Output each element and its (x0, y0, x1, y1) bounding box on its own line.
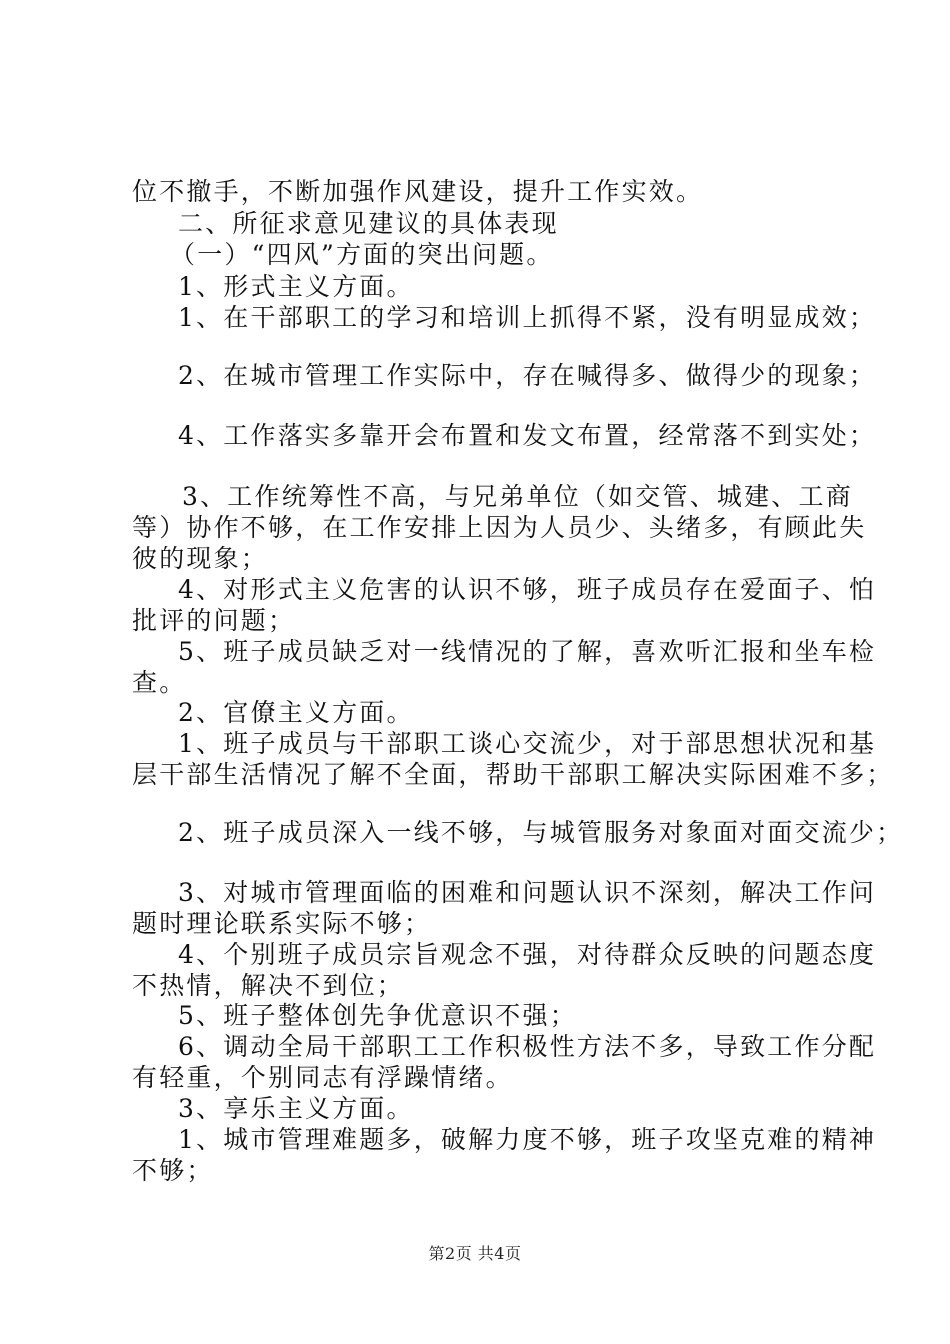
text-line: 4、对形式主义危害的认识不够，班子成员存在爱面子、怕 (178, 575, 877, 604)
text-line: 4、工作落实多靠开会布置和发文布置，经常落不到实处； (178, 421, 877, 450)
text-line: 2、班子成员深入一线不够，与城管服务对象面对面交流少； (178, 818, 904, 847)
text-line: 4、个别班子成员宗旨观念不强，对待群众反映的问题态度 (178, 940, 877, 969)
text-line: 批评的问题； (132, 606, 296, 635)
category-heading: 3、享乐主义方面。 (178, 1094, 414, 1123)
text-line: 5、班子成员缺乏对一线情况的了解，喜欢听汇报和坐车检 (178, 637, 877, 666)
text-line: 彼的现象； (132, 544, 269, 573)
text-line: 5、班子整体创先争优意识不强； (178, 1001, 577, 1030)
text-line: 等）协作不够，在工作安排上因为人员少、头绪多，有顾此失 (132, 513, 867, 542)
category-heading: 1、形式主义方面。 (178, 272, 414, 301)
text-line: 位不撤手，不断加强作风建设，提升工作实效。 (132, 177, 704, 206)
text-line: 6、调动全局干部职工工作积极性方法不多，导致工作分配 (178, 1032, 877, 1061)
section-heading: 二、所征求意见建议的具体表现 (178, 209, 559, 238)
text-line: 有轻重，个别同志有浮躁情绪。 (132, 1063, 513, 1092)
text-line: 查。 (132, 668, 187, 697)
text-line: 不热情，解决不到位； (132, 971, 405, 1000)
page-number: 第2页 共4页 (428, 1244, 522, 1263)
text-line: 题时理论联系实际不够； (132, 909, 432, 938)
text-line: 2、在城市管理工作实际中，存在喊得多、做得少的现象； (178, 361, 877, 390)
text-line: 1、城市管理难题多，破解力度不够，班子攻坚克难的精神 (178, 1125, 877, 1154)
text-line: 层干部生活情况了解不全面，帮助干部职工解决实际困难不多； (132, 760, 894, 789)
text-line: 3、对城市管理面临的困难和问题认识不深刻，解决工作问 (178, 878, 877, 907)
category-heading: 2、官僚主义方面。 (178, 698, 414, 727)
text-line: 1、班子成员与干部职工谈心交流少，对于部思想状况和基 (178, 729, 877, 758)
text-line: 3、工作统筹性不高，与兄弟单位（如交管、城建、工商 (182, 482, 853, 511)
text-line: 不够； (132, 1156, 214, 1185)
subsection-heading: （一）“四风”方面的突出问题。 (170, 240, 554, 269)
text-line: 1、在干部职工的学习和培训上抓得不紧，没有明显成效； (178, 303, 877, 332)
